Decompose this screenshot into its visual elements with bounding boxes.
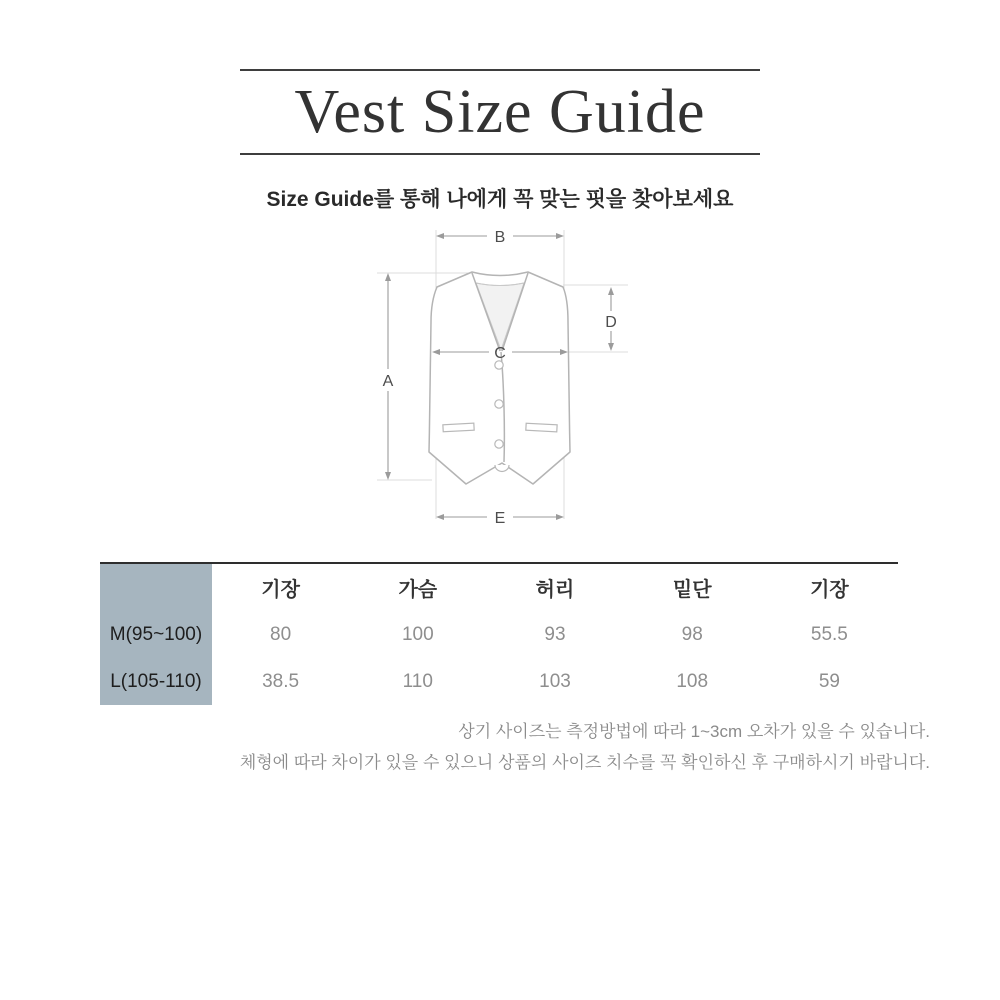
page-subtitle: Size Guide를 통해 나에게 꼭 맞는 핏을 찾아보세요	[266, 188, 734, 211]
vest-illustration	[429, 272, 570, 484]
measure-label-a: A	[382, 373, 394, 390]
size-value-cell: 38.5	[262, 670, 300, 692]
measure-label-d: D	[605, 314, 617, 331]
note-line: 체형에 따라 차이가 있을 수 있으니 상품의 사이즈 치수를 꼭 확인하신 후 구매하시기 바랍니다.	[239, 753, 930, 772]
button	[495, 361, 503, 369]
size-value-cell: 98	[681, 623, 703, 645]
size-value-cell: 110	[402, 670, 433, 692]
size-row-label: M(95~100)	[100, 611, 212, 658]
size-value-cell: 80	[270, 623, 292, 645]
column-header: 밑단	[672, 579, 712, 601]
column-header: 기장	[261, 579, 300, 601]
title-rule-bottom	[240, 153, 760, 155]
measure-arrow-a	[383, 273, 394, 480]
measure-arrow-b	[436, 229, 564, 246]
column-header: 허리	[535, 579, 575, 601]
vest-measurement-diagram	[350, 215, 660, 535]
bottom-button	[495, 465, 509, 472]
button	[495, 400, 503, 408]
size-notes	[100, 716, 930, 778]
measure-arrow-e	[436, 510, 564, 527]
size-value-cell: 100	[401, 623, 434, 645]
column-header: 기장	[810, 579, 849, 601]
size-value-cell: 93	[544, 623, 566, 645]
size-value-cell: 108	[676, 670, 709, 692]
size-value-cell: 59	[818, 670, 840, 692]
size-row-label: L(105-110)	[100, 658, 212, 705]
button	[495, 440, 503, 448]
measure-arrow-d	[605, 287, 617, 351]
measure-label-e: E	[494, 510, 506, 527]
column-header: 가슴	[398, 579, 438, 601]
page-title: Vest Size Guide	[294, 78, 706, 146]
right-pocket	[526, 423, 557, 432]
size-value-cell: 103	[539, 670, 571, 692]
left-pocket	[443, 423, 474, 432]
size-value-cell: 55.5	[810, 623, 848, 645]
note-line: 상기 사이즈는 측정방법에 따라 1~3cm 오차가 있을 수 있습니다.	[458, 722, 930, 741]
size-table	[100, 562, 898, 705]
size-table-corner-cell	[100, 564, 212, 611]
measure-label-c: C	[494, 345, 506, 362]
measure-label-b: B	[494, 229, 506, 246]
